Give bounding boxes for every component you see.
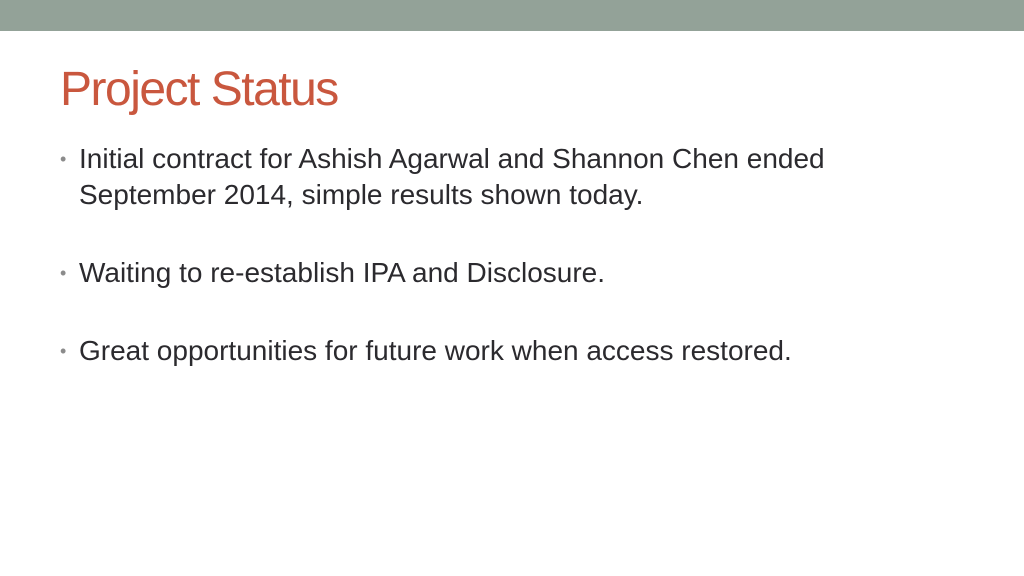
slide-title: Project Status [60, 63, 338, 116]
top-accent-bar [0, 0, 1024, 31]
bullet-icon: • [60, 149, 67, 169]
bullet-text: Waiting to re-establish IPA and Disclosure. [79, 257, 606, 288]
bullet-list [60, 141, 960, 411]
bullet-icon: • [60, 263, 67, 283]
bullet-item [60, 141, 960, 213]
bullet-text: Initial contract for Ashish Agarwal and Shannon Chen ended September 2014, simple results shown today. [79, 143, 825, 210]
bullet-item [60, 255, 960, 291]
bullet-icon: • [60, 341, 67, 361]
bullet-item [60, 333, 960, 369]
bullet-text: Great opportunities for future work when access restored. [79, 335, 792, 366]
